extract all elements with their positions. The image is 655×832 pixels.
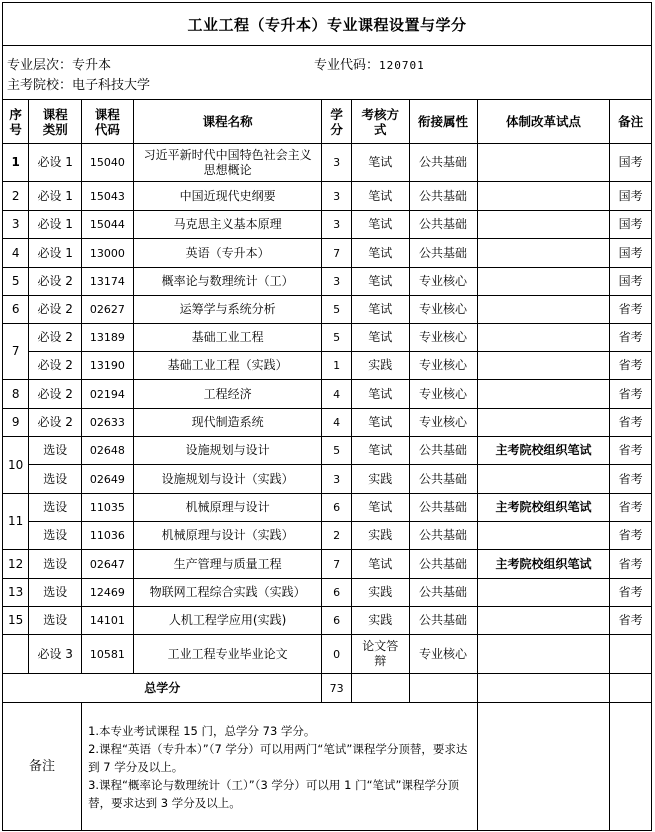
name-cell: 工业工程专业毕业论文 [133, 635, 322, 674]
credit-cell: 4 [322, 380, 351, 409]
school-line [7, 74, 150, 93]
note-cell: 省考 [610, 324, 652, 352]
attribute-cell: 专业核心 [409, 268, 477, 296]
credit-cell: 4 [322, 409, 351, 437]
category-cell: 选设 [29, 465, 82, 494]
category-cell: 必设 1 [29, 182, 82, 211]
credit-cell: 2 [322, 522, 351, 550]
pilot-cell: 主考院校组织笔试 [477, 494, 610, 522]
seq-cell: 7 [3, 324, 29, 380]
seq-cell: 5 [3, 268, 29, 296]
category-cell: 选设 [29, 607, 82, 635]
credit-cell: 3 [322, 211, 351, 239]
category-cell: 选设 [29, 550, 82, 579]
category-cell: 必设 2 [29, 268, 82, 296]
exam-cell: 实践 [351, 522, 409, 550]
name-cell: 机械原理与设计 [133, 494, 322, 522]
note-cell [610, 635, 652, 674]
code-cell: 14101 [82, 607, 134, 635]
attribute-cell: 专业核心 [409, 380, 477, 409]
pilot-cell [477, 465, 610, 494]
seq-cell: 12 [3, 550, 29, 579]
pilot-cell [477, 635, 610, 674]
exam-cell: 笔试 [351, 144, 409, 182]
name-cell: 英语（专升本） [133, 239, 322, 268]
name-cell: 基础工业工程（实践） [133, 352, 322, 380]
attribute-cell: 公共基础 [409, 182, 477, 211]
exam-cell: 笔试 [351, 437, 409, 465]
credit-cell: 5 [322, 296, 351, 324]
notes-label: 备注 [3, 703, 82, 831]
category-cell: 选设 [29, 437, 82, 465]
exam-cell: 实践 [351, 465, 409, 494]
name-cell: 设施规划与设计 [133, 437, 322, 465]
header-category: 课程类别 [29, 100, 82, 144]
note-cell: 国考 [610, 268, 652, 296]
credit-cell: 6 [322, 579, 351, 607]
exam-cell: 实践 [351, 607, 409, 635]
pilot-cell [477, 607, 610, 635]
attribute-cell: 专业核心 [409, 409, 477, 437]
document-title: 工业工程（专升本）专业课程设置与学分 [2, 2, 652, 46]
code-cell: 13190 [82, 352, 134, 380]
header-note: 备注 [610, 100, 652, 144]
credit-cell: 3 [322, 182, 351, 211]
credit-cell: 7 [322, 550, 351, 579]
code-cell: 12469 [82, 579, 134, 607]
name-cell: 基础工业工程 [133, 324, 322, 352]
name-cell: 中国近现代史纲要 [133, 182, 322, 211]
attribute-cell: 公共基础 [409, 211, 477, 239]
pilot-cell [477, 522, 610, 550]
exam-cell: 论文答辩 [351, 635, 409, 674]
credit-cell: 6 [322, 607, 351, 635]
table-row [3, 494, 652, 522]
table-row [3, 352, 652, 380]
notes-text [82, 703, 477, 831]
seq-cell: 2 [3, 182, 29, 211]
empty-cell [409, 674, 477, 703]
exam-cell: 笔试 [351, 211, 409, 239]
header-code: 课程代码 [82, 100, 134, 144]
table-row [3, 211, 652, 239]
exam-cell: 笔试 [351, 380, 409, 409]
table-row [3, 182, 652, 211]
code-cell: 15043 [82, 182, 134, 211]
note-cell: 省考 [610, 409, 652, 437]
category-cell: 必设 2 [29, 324, 82, 352]
pilot-cell [477, 380, 610, 409]
empty-cell [610, 703, 652, 831]
empty-cell [610, 674, 652, 703]
header-credit: 学分 [322, 100, 351, 144]
total-label: 总学分 [3, 674, 322, 703]
header-row [3, 100, 652, 144]
pilot-cell: 主考院校组织笔试 [477, 550, 610, 579]
exam-cell: 笔试 [351, 324, 409, 352]
note-cell: 省考 [610, 607, 652, 635]
header-exam: 考核方式 [351, 100, 409, 144]
seq-cell: 8 [3, 380, 29, 409]
credit-cell: 1 [322, 352, 351, 380]
note-cell: 省考 [610, 437, 652, 465]
table-row [3, 239, 652, 268]
note-cell: 省考 [610, 494, 652, 522]
code-label: 专业代码： [314, 58, 380, 73]
note-item: 2.课程“英语（专升本）”（7 学分）可以用两门“笔试”课程学分顶替，要求达到 7 学分及以上。 [88, 741, 468, 774]
table-row [3, 465, 652, 494]
table-row [3, 409, 652, 437]
level-label: 专业层次： [7, 58, 73, 73]
seq-cell: 1 [3, 144, 29, 182]
empty-cell [477, 674, 610, 703]
attribute-cell: 专业核心 [409, 635, 477, 674]
exam-cell: 笔试 [351, 268, 409, 296]
category-cell: 必设 1 [29, 239, 82, 268]
notes-row [3, 703, 652, 831]
credit-cell: 3 [322, 465, 351, 494]
attribute-cell: 公共基础 [409, 465, 477, 494]
table-row [3, 296, 652, 324]
name-cell: 马克思主义基本原理 [133, 211, 322, 239]
attribute-cell: 公共基础 [409, 550, 477, 579]
category-cell: 选设 [29, 522, 82, 550]
code-cell: 02627 [82, 296, 134, 324]
seq-cell: 13 [3, 579, 29, 607]
attribute-cell: 专业核心 [409, 296, 477, 324]
exam-cell: 笔试 [351, 494, 409, 522]
note-cell: 省考 [610, 579, 652, 607]
name-cell: 人机工程学应用(实践) [133, 607, 322, 635]
note-cell: 省考 [610, 380, 652, 409]
code-line [314, 54, 425, 73]
school-label: 主考院校： [7, 78, 73, 93]
table-row [3, 437, 652, 465]
exam-cell: 实践 [351, 579, 409, 607]
code-cell: 15044 [82, 211, 134, 239]
exam-cell: 笔试 [351, 239, 409, 268]
name-cell: 生产管理与质量工程 [133, 550, 322, 579]
pilot-cell [477, 579, 610, 607]
note-cell: 省考 [610, 352, 652, 380]
category-cell: 必设 1 [29, 211, 82, 239]
category-cell: 选设 [29, 494, 82, 522]
code-cell: 10581 [82, 635, 134, 674]
credit-cell: 6 [322, 494, 351, 522]
name-cell: 工程经济 [133, 380, 322, 409]
name-cell: 设施规划与设计（实践） [133, 465, 322, 494]
credit-cell: 3 [322, 144, 351, 182]
course-table [2, 99, 652, 831]
name-cell: 现代制造系统 [133, 409, 322, 437]
exam-cell: 实践 [351, 352, 409, 380]
table-row [3, 607, 652, 635]
code-cell: 02649 [82, 465, 134, 494]
pilot-cell [477, 268, 610, 296]
code-cell: 11036 [82, 522, 134, 550]
category-cell: 必设 2 [29, 380, 82, 409]
credit-cell: 7 [322, 239, 351, 268]
pilot-cell [477, 144, 610, 182]
header-seq: 序号 [3, 100, 29, 144]
table-row [3, 324, 652, 352]
table-row [3, 522, 652, 550]
pilot-cell: 主考院校组织笔试 [477, 437, 610, 465]
seq-cell: 15 [3, 607, 29, 635]
note-cell: 省考 [610, 296, 652, 324]
code-cell: 11035 [82, 494, 134, 522]
category-cell: 必设 2 [29, 409, 82, 437]
code-cell: 15040 [82, 144, 134, 182]
name-cell: 概率论与数理统计（工） [133, 268, 322, 296]
attribute-cell: 专业核心 [409, 324, 477, 352]
code-cell: 13189 [82, 324, 134, 352]
note-cell: 国考 [610, 211, 652, 239]
name-cell: 运筹学与系统分析 [133, 296, 322, 324]
empty-cell [477, 703, 610, 831]
code-cell: 13174 [82, 268, 134, 296]
credit-cell: 5 [322, 324, 351, 352]
major-info [2, 46, 652, 101]
header-pilot: 体制改革试点 [477, 100, 610, 144]
pilot-cell [477, 296, 610, 324]
note-cell: 国考 [610, 182, 652, 211]
pilot-cell [477, 211, 610, 239]
exam-cell: 笔试 [351, 550, 409, 579]
attribute-cell: 公共基础 [409, 607, 477, 635]
exam-cell: 笔试 [351, 296, 409, 324]
seq-cell: 4 [3, 239, 29, 268]
credit-cell: 3 [322, 268, 351, 296]
pilot-cell [477, 182, 610, 211]
level-value: 专升本 [72, 58, 112, 73]
code-cell: 02194 [82, 380, 134, 409]
category-cell: 必设 3 [29, 635, 82, 674]
table-row [3, 550, 652, 579]
attribute-cell: 公共基础 [409, 522, 477, 550]
pilot-cell [477, 352, 610, 380]
exam-cell: 笔试 [351, 409, 409, 437]
pilot-cell [477, 239, 610, 268]
school-value: 电子科技大学 [72, 78, 151, 93]
note-cell: 省考 [610, 550, 652, 579]
seq-cell: 11 [3, 494, 29, 550]
seq-cell: 10 [3, 437, 29, 494]
document-page [2, 2, 653, 828]
attribute-cell: 专业核心 [409, 352, 477, 380]
attribute-cell: 公共基础 [409, 144, 477, 182]
category-cell: 必设 2 [29, 352, 82, 380]
credit-cell: 5 [322, 437, 351, 465]
header-name: 课程名称 [133, 100, 322, 144]
code-cell: 02648 [82, 437, 134, 465]
attribute-cell: 公共基础 [409, 239, 477, 268]
note-item: 3.课程“概率论与数理统计（工）”（3 学分）可以用 1 门“笔试”课程学分顶替，要求达到 3 学分及以上。 [88, 777, 459, 810]
category-cell: 必设 2 [29, 296, 82, 324]
total-value: 73 [322, 674, 351, 703]
exam-cell: 笔试 [351, 182, 409, 211]
note-cell: 省考 [610, 522, 652, 550]
note-item: 1.本专业考试课程 15 门，总学分 73 学分。 [88, 723, 316, 738]
pilot-cell [477, 324, 610, 352]
header-attribute: 衔接属性 [409, 100, 477, 144]
seq-cell: 6 [3, 296, 29, 324]
name-cell: 物联网工程综合实践（实践） [133, 579, 322, 607]
table-row [3, 635, 652, 674]
attribute-cell: 公共基础 [409, 494, 477, 522]
code-value: 120701 [379, 59, 425, 72]
seq-cell [3, 635, 29, 674]
note-cell: 省考 [610, 465, 652, 494]
table-row [3, 268, 652, 296]
category-cell: 必设 1 [29, 144, 82, 182]
code-cell: 02633 [82, 409, 134, 437]
empty-cell [351, 674, 409, 703]
attribute-cell: 公共基础 [409, 579, 477, 607]
note-cell: 国考 [610, 144, 652, 182]
code-cell: 13000 [82, 239, 134, 268]
seq-cell: 9 [3, 409, 29, 437]
category-cell: 选设 [29, 579, 82, 607]
name-cell: 习近平新时代中国特色社会主义思想概论 [133, 144, 322, 182]
table-row [3, 380, 652, 409]
pilot-cell [477, 409, 610, 437]
table-row [3, 144, 652, 182]
seq-cell: 3 [3, 211, 29, 239]
credit-cell: 0 [322, 635, 351, 674]
code-cell: 02647 [82, 550, 134, 579]
name-cell: 机械原理与设计（实践） [133, 522, 322, 550]
total-row [3, 674, 652, 703]
attribute-cell: 公共基础 [409, 437, 477, 465]
note-cell: 国考 [610, 239, 652, 268]
table-row [3, 579, 652, 607]
level-line [7, 54, 111, 73]
